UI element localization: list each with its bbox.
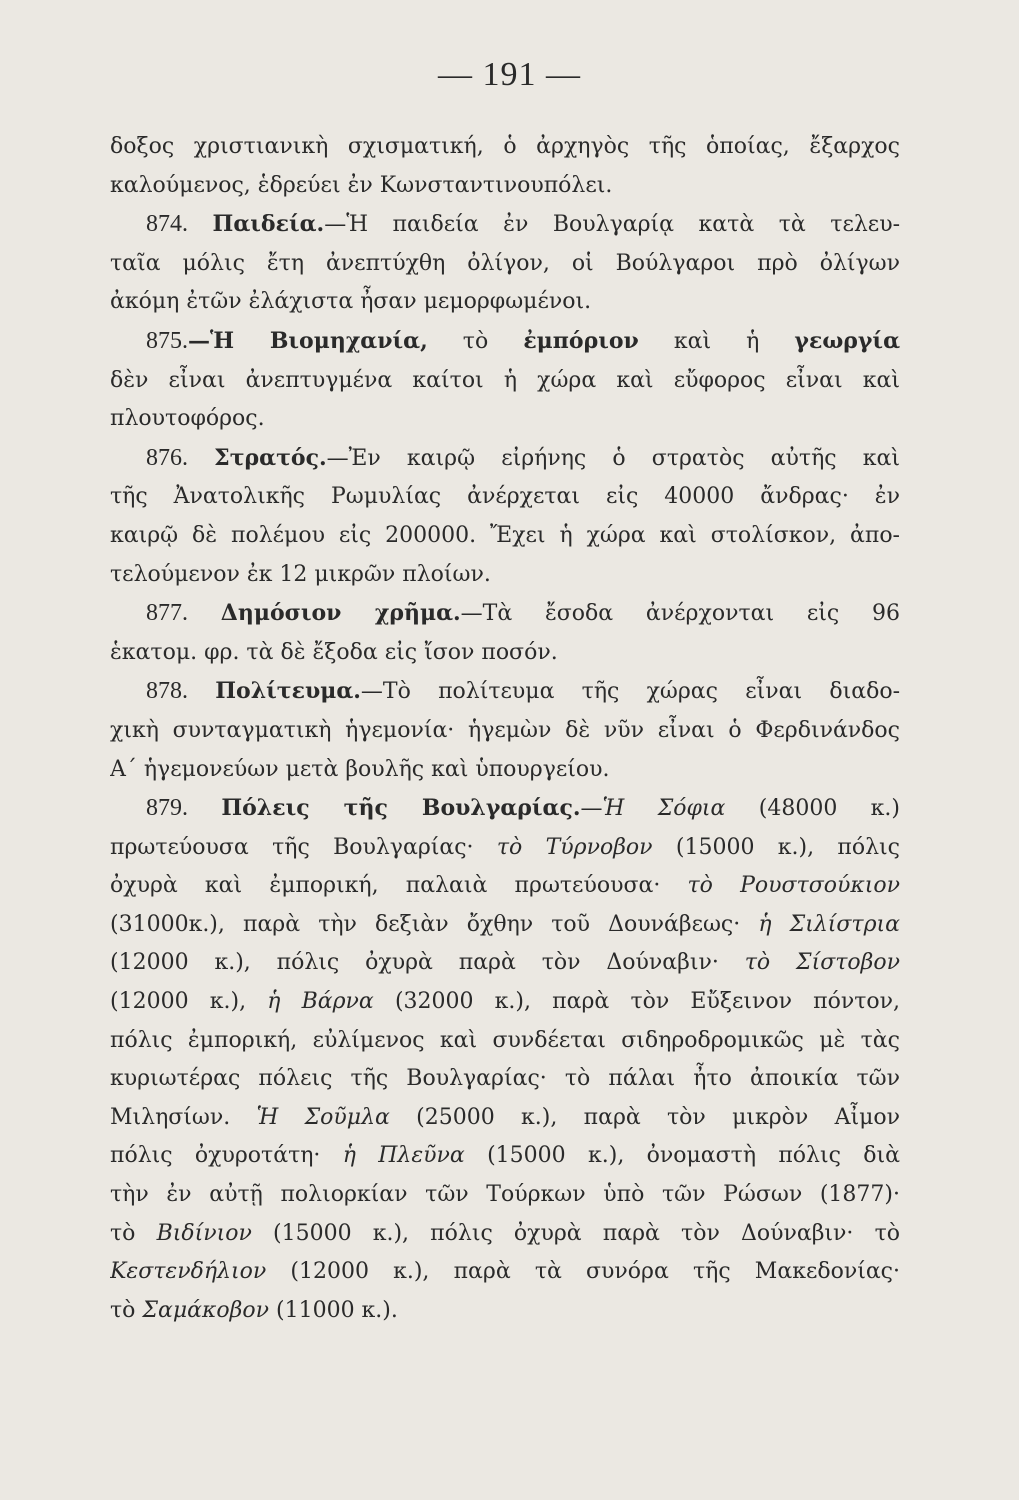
text-line bbox=[110, 1253, 900, 1292]
text-line: χικὴ συνταγματικὴ ἡγεμονία· ἡγεμὼν δὲ νῦν εἶναι ὁ Φερδινάνδος bbox=[110, 717, 900, 743]
text-run: τὸ bbox=[427, 328, 524, 354]
text-line bbox=[110, 829, 900, 868]
place-name: τὸ Τύρνοβον bbox=[496, 834, 653, 860]
place-name: Σαμάκοβον bbox=[142, 1297, 269, 1323]
text-line: ἀκόμη ἐτῶν ἐλάχιστα ἦσαν μεμορφωμένοι. bbox=[110, 289, 592, 315]
text-line: κυριωτέρας πόλεις τῆς Βουλγαρίας· τὸ πάλαι ἦτο ἀποικία τῶν bbox=[110, 1066, 900, 1092]
text-run: (12000 κ.), παρὰ τὰ συνόρα τῆς Μακεδονίας· bbox=[266, 1259, 900, 1285]
text-line bbox=[110, 789, 900, 829]
text-run: (15000 κ.), ὀνομαστὴ πόλις διὰ bbox=[464, 1143, 900, 1169]
text-line: ἑκατομ. φρ. τὰ δὲ ἔξοδα εἰς ἴσον ποσόν. bbox=[110, 639, 558, 665]
section-heading: —Ἡ Βιομηχανία, bbox=[188, 327, 428, 354]
text-run: (25000 κ.), παρὰ τὸν μικρὸν Αἶμον bbox=[389, 1104, 900, 1130]
text-line bbox=[110, 439, 900, 479]
text-line bbox=[110, 944, 900, 983]
text-run: —Ἐν καιρῷ εἰρήνης ὁ στρατὸς αὐτῆς καὶ bbox=[326, 445, 900, 471]
text-line: πλουτοφόρος. bbox=[110, 406, 265, 432]
section-number: 876. bbox=[146, 444, 188, 471]
paragraph-intro bbox=[110, 128, 900, 205]
place-name: ἡ Βάρνα bbox=[267, 989, 374, 1015]
text-line: τελούμενον ἐκ 12 μικρῶν πλοίων. bbox=[110, 561, 491, 587]
paragraph-876 bbox=[110, 439, 900, 594]
text-run: (15000 κ.), πόλις bbox=[652, 834, 900, 860]
paragraph-877 bbox=[110, 594, 900, 672]
text-run: τὸ bbox=[110, 1220, 157, 1246]
text-line bbox=[110, 867, 900, 906]
text-line bbox=[110, 906, 900, 945]
text-run: Μιλησίων. bbox=[110, 1104, 257, 1130]
section-heading: Πόλεις τῆς Βουλγαρίας. bbox=[221, 795, 581, 822]
paragraph-879 bbox=[110, 789, 900, 1330]
section-heading: Δημόσιον χρῆμα. bbox=[220, 600, 461, 627]
section-number: 874. bbox=[146, 211, 188, 238]
paragraph-875 bbox=[110, 322, 900, 439]
section-number: 878. bbox=[146, 678, 188, 705]
text-line: πόλις ἐμπορική, εὐλίμενος καὶ συνδέεται σιδηροδρομικῶς μὲ τὰς bbox=[110, 1027, 900, 1053]
text-run: πόλις ὀχυροτάτη· bbox=[110, 1143, 343, 1169]
text-run: καὶ ἡ bbox=[638, 328, 795, 354]
place-name: Ἡ Σοῦμλα bbox=[256, 1104, 390, 1130]
section-number: 879. bbox=[146, 795, 188, 822]
text-line bbox=[110, 672, 900, 712]
text-line bbox=[110, 594, 900, 634]
section-number: 877. bbox=[146, 600, 188, 627]
place-name: ἡ Πλεῦνα bbox=[342, 1143, 465, 1169]
text-line: τῆς Ἀνατολικῆς Ρωμυλίας ἀνέρχεται εἰς 40000 ἄνδρας· ἐν bbox=[110, 484, 900, 510]
text-line: δοξος χριστιανικὴ σχισματική, ὁ ἀρχηγὸς τῆς ὁποίας, ἔξαρχος bbox=[110, 134, 900, 159]
text-line bbox=[110, 1137, 900, 1176]
place-name: τὸ Σίστοβον bbox=[744, 950, 900, 976]
text-line bbox=[110, 1099, 900, 1138]
text-run: (15000 κ.), πόλις ὀχυρὰ παρὰ τὸν Δούναβιν· τὸ bbox=[251, 1220, 900, 1246]
text-line bbox=[110, 1292, 900, 1331]
text-line bbox=[110, 322, 900, 362]
section-heading: ἐμπόριον bbox=[523, 327, 639, 354]
text-line bbox=[110, 983, 900, 1022]
place-name: Κεστενδήλιον bbox=[110, 1259, 267, 1285]
paragraph-874 bbox=[110, 205, 900, 322]
text-line: Α΄ ἡγεμονεύων μετὰ βουλῆς καὶ ὑπουργείου. bbox=[110, 756, 610, 782]
text-line bbox=[110, 1215, 900, 1254]
body-text bbox=[110, 128, 900, 1330]
text-run: πρωτεύουσα τῆς Βουλγαρίας· bbox=[110, 834, 497, 860]
section-heading: γεωργία bbox=[794, 327, 900, 354]
section-heading: Πολίτευμα. bbox=[215, 678, 361, 705]
text-line: δὲν εἶναι ἀνεπτυγμένα καίτοι ἡ χώρα καὶ εὔφορος εἶναι καὶ bbox=[110, 367, 900, 393]
text-run: —Τὰ ἔσοδα ἀνέρχονται εἰς 96 bbox=[460, 601, 900, 627]
place-name: Ἡ Σόφια bbox=[602, 796, 726, 822]
text-run: (32000 κ.), παρὰ τὸν Εὔξεινον πόντον, bbox=[373, 989, 900, 1015]
text-line: ταῖα μόλις ἔτη ἀνεπτύχθη ὀλίγον, οἱ Βούλγαροι πρὸ ὀλίγων bbox=[110, 250, 900, 276]
text-run: —Τὸ πολίτευμα τῆς χώρας εἶναι διαδο- bbox=[360, 679, 900, 705]
section-heading: Στρατός. bbox=[214, 444, 327, 471]
section-heading: Παιδεία. bbox=[212, 211, 325, 238]
text-run: (12000 κ.), πόλις ὀχυρὰ παρὰ τὸν Δούναβιν· bbox=[110, 950, 745, 976]
text-run: (12000 κ.), bbox=[110, 989, 268, 1015]
paragraph-878 bbox=[110, 672, 900, 789]
text-run: — bbox=[580, 796, 603, 822]
text-line bbox=[110, 205, 900, 245]
place-name: τὸ Ρουστσούκιον bbox=[687, 873, 900, 899]
text-run: (31000κ.), παρὰ τὴν δεξιὰν ὄχθην τοῦ Δουνάβεως· bbox=[110, 911, 759, 937]
section-number: 875. bbox=[146, 327, 188, 354]
page-number: — 191 — bbox=[438, 56, 581, 93]
text-line: καιρῷ δὲ πολέμου εἰς 200000. Ἔχει ἡ χώρα καὶ στολίσκον, ἀπο- bbox=[110, 522, 900, 548]
place-name: Βιδίνιον bbox=[156, 1220, 252, 1246]
text-line: καλούμενος, ἑδρεύει ἐν Κωνσταντινουπόλει. bbox=[110, 172, 613, 198]
text-run: —Ἡ παιδεία ἐν Βουλγαρίᾳ κατὰ τὰ τελευ- bbox=[324, 212, 900, 238]
text-run: ὀχυρὰ καὶ ἐμπορική, παλαιὰ πρωτεύουσα· bbox=[110, 873, 688, 899]
text-run: (11000 κ.). bbox=[269, 1297, 398, 1323]
place-name: ἡ Σιλίστρια bbox=[758, 911, 900, 937]
text-run: τὸ bbox=[110, 1297, 143, 1323]
text-line: τὴν ἐν αὐτῇ πολιορκίαν τῶν Τούρκων ὑπὸ τῶν Ρώσων (1877)· bbox=[110, 1182, 900, 1208]
text-run: (48000 κ.) bbox=[725, 796, 900, 822]
